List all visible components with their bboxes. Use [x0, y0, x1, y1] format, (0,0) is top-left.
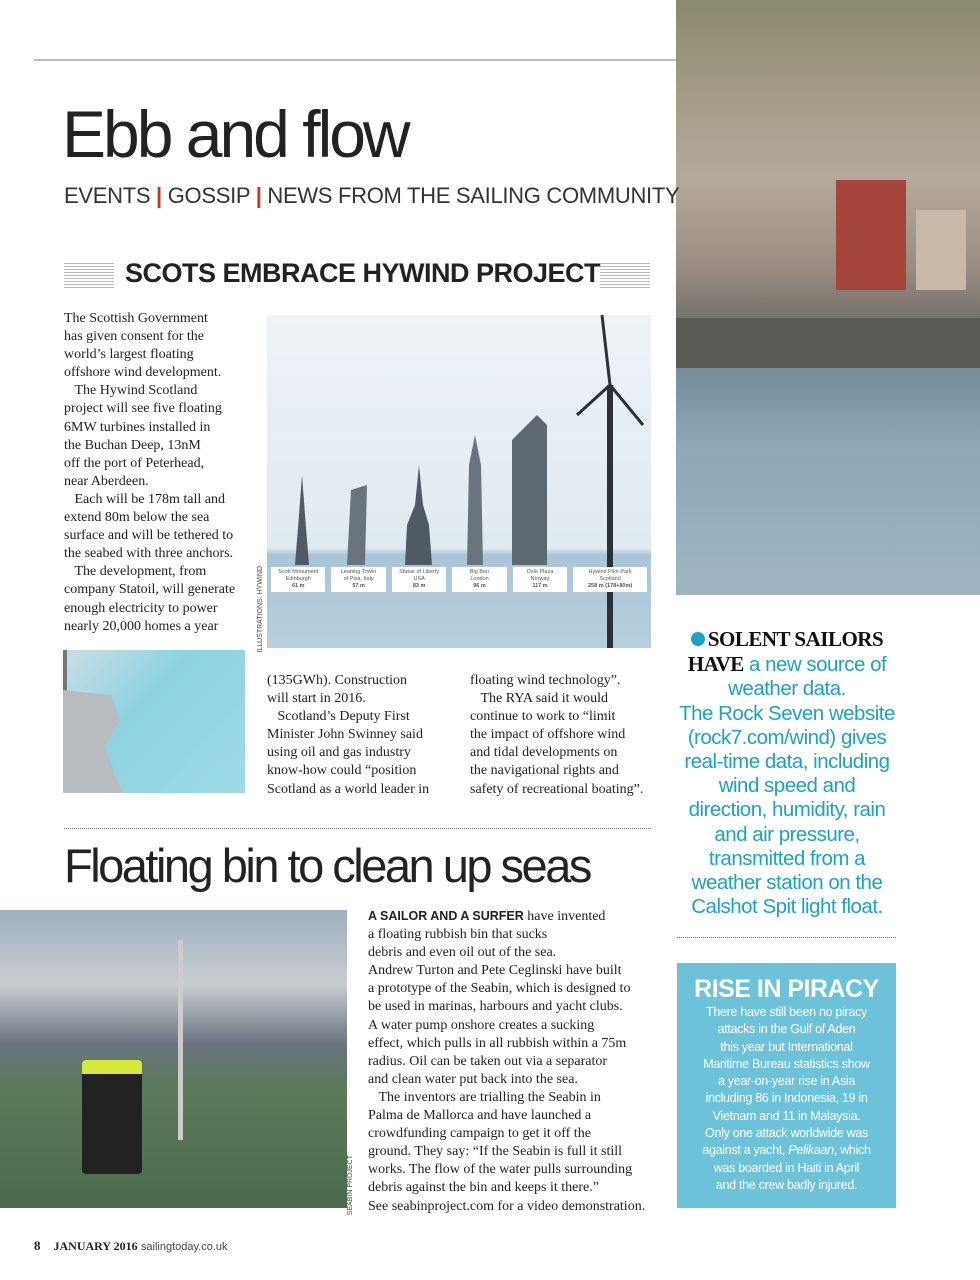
text-line: Calshot Spit light float. [691, 895, 883, 919]
text-line: using oil and gas industry [267, 745, 411, 761]
text-line: Palma de Mallorca and have launched a [368, 1108, 592, 1124]
text-line: and clean water put back into the sea. [368, 1071, 578, 1087]
text-line: (135GWh). Construction [267, 673, 407, 688]
text-line: a year-on-year rise in Asia [717, 1074, 856, 1089]
text-line: enough electricity to power [64, 600, 218, 616]
text-line: near Aberdeen. [64, 473, 149, 489]
text-line: Minister John Swinney said [267, 727, 423, 743]
text-line: Only one attack worldwide was [705, 1126, 868, 1141]
text-line: real-time data, including [684, 750, 890, 774]
heading-hatch-right [600, 262, 650, 288]
page-number: 8 [34, 1238, 41, 1253]
text-line: will start in 2016. [267, 691, 366, 707]
subtitle-gossip: GOSSIP [167, 183, 250, 208]
text-line: and air pressure, [714, 822, 860, 846]
text-line: The Rock Seven website [679, 701, 895, 725]
solent-news-brief: SOLENT SAILORS HAVE a new source of weather data. The Rock Seven website (rock7.com/wind) gives real-time data, including wind speed and direction, humidity, rain and air pressure, transmitted from a weather station on the Calshot Spit light float. [676, 627, 898, 919]
article2-heading: Floating bin to clean up seas [64, 839, 590, 892]
text-line: a prototype of the Seabin, which is designed to [368, 981, 631, 997]
divider [64, 828, 651, 829]
text-line: continue to work to “limit [470, 709, 616, 725]
illustration-credit: ILLUSTRATIONS: HYWIND [257, 566, 264, 653]
text-line: off the port of Peterhead, [64, 455, 205, 471]
text-line: world’s largest floating [64, 347, 194, 363]
text-line: transmitted from a [708, 846, 866, 870]
landmark-label: Statue of Liberty USA 83 m [392, 567, 446, 592]
seabin-photo [0, 910, 347, 1208]
text-line: debris against the bin and keeps it there.” [368, 1180, 599, 1196]
landmark-label: Oslo Plaza Norway 117 m [513, 567, 567, 592]
bullet-icon [691, 632, 705, 646]
text-line: the Buchan Deep, 13nM [64, 437, 201, 453]
text-line: be used in marinas, harbours and yacht clubs. [368, 999, 623, 1015]
subtitle-events: EVENTS [64, 183, 151, 208]
piracy-box: RISE IN PIRACY There have still been no piracy attacks in the Gulf of Aden this year but International Maritime Bureau statistics show a year-on-year rise in Asia including 86 in Indonesia, 19 in Vietnam and 11 in Malaysia. Only one attack worldwide was against a yacht, Pelikaan, which was boarded in Haiti in April and the crew badly injured. [677, 963, 896, 1208]
piracy-heading: RISE IN PIRACY [694, 975, 879, 1003]
landmark-label: Hywind Pilot Park Scotland 258 m (178+80m) [573, 567, 647, 592]
text-line: There have still been no piracy [706, 1005, 867, 1019]
text-line: floating wind technology”. [470, 673, 621, 688]
text-line: has given consent for the [64, 329, 204, 345]
harbour-photo [676, 0, 980, 595]
text-line: weather data. [728, 677, 846, 701]
article1-col2 [267, 672, 429, 799]
photo-credit: SEABIN PROJECT [347, 1155, 354, 1216]
text-line: The RYA said it would [470, 691, 609, 707]
page-title: Ebb and flow [62, 97, 408, 171]
text-line: ground. They say: “If the Seabin is full it still [368, 1144, 623, 1160]
text-line: offshore wind development. [64, 365, 222, 381]
separator: | [255, 183, 262, 208]
separator: | [156, 183, 162, 208]
text-line: Andrew Turton and Pete Ceglinski have built [368, 963, 622, 979]
website: sailingtoday.co.uk [140, 1241, 228, 1253]
text-line: the navigational rights and [470, 763, 619, 779]
divider [677, 937, 896, 938]
text-line: know-how could “position [267, 763, 417, 779]
issue-date: JANUARY 2016 [53, 1239, 138, 1253]
text-line: debris and even oil out of the sea. [368, 945, 557, 961]
text-line: Scotland as a world leader in [267, 781, 430, 797]
text-line: A water pump onshore creates a sucking [368, 1017, 595, 1033]
landmark-label: Scott Monument Edinburgh 61 m [271, 567, 325, 592]
text-line: crowdfunding campaign to get it off the [368, 1126, 591, 1142]
text-line: company Statoil, will generate [64, 582, 236, 598]
height-comparison-illustration [267, 315, 651, 648]
article-heading: SCOTS EMBRACE HYWIND PROJECT [125, 258, 601, 288]
text-line: weather station on the [691, 871, 883, 895]
text-line: wind speed and [718, 774, 856, 798]
text-line: the impact of offshore wind [470, 727, 626, 743]
top-rule [34, 59, 676, 61]
text-line: was boarded in Haiti in April [713, 1160, 860, 1175]
text-line: including 86 in Indonesia, 19 in [705, 1091, 868, 1106]
text-line: and the crew badly injured. [715, 1177, 858, 1192]
text-line: See seabinproject.com for a video demonstration. [368, 1198, 646, 1214]
text-line: Vietnam and 11 in Malaysia. [712, 1108, 861, 1123]
text-line: (rock7.com/wind) gives [687, 725, 887, 749]
text-line: nearly 20,000 homes a year [64, 618, 219, 634]
section-subtitle [64, 183, 679, 209]
text-line: Each will be 178m tall and [64, 491, 225, 507]
text-line: direction, humidity, rain [688, 798, 886, 822]
text-line: The Scottish Government [64, 311, 208, 326]
article2-body: A SAILOR AND A SURFER have invented a floating rubbish bin that sucks debris and even oil out of the sea. Andrew Turton and Pete Ceglinski have built a prototype of the Seabin, which is designed to be used in marinas, harbours and yacht clubs. A water pump onshore creates a sucking effect, which pulls in all rubbish within a 75m radius. Oil can be taken out via a separator and clean water put back into the sea. The inventors are trialling the Seabin in Palma de Mallorca and have launched a crowdfunding campaign to get it off the ground. They say: “If the Seabin is full it still works. The flow of the water pulls surrounding debris against the bin and keeps it there.” See seabinproject.com for a video demonstration. [368, 907, 645, 1216]
text-line: extend 80m below the sea [64, 510, 210, 526]
text-line: 6MW turbines installed in [64, 419, 211, 435]
text-line: radius. Oil can be taken out via a separator [368, 1053, 608, 1069]
lead-in: A SAILOR AND A SURFER [368, 909, 524, 923]
text-line: surface and will be tethered to [64, 528, 234, 544]
text-line: project will see five floating [64, 401, 222, 417]
article1-col3 [470, 672, 643, 799]
subtitle-news: NEWS FROM THE SAILING COMMUNITY [267, 183, 680, 208]
text-line: works. The flow of the water pulls surrounding [368, 1162, 633, 1178]
text-line: The inventors are trialling the Seabin in [368, 1089, 601, 1105]
text-line: the seabed with three anchors. [64, 546, 234, 562]
location-map [63, 650, 245, 793]
text-line: a floating rubbish bin that sucks [368, 927, 548, 943]
landmarks-drawing [267, 315, 651, 648]
text-line: this year but International [720, 1039, 853, 1054]
footer [34, 1238, 228, 1254]
landmark-label: Big Ben London 96 m [452, 567, 506, 592]
text-line: attacks in the Gulf of Aden [717, 1022, 856, 1037]
text-line: Scotland’s Deputy First [267, 709, 410, 725]
text-line: The Hywind Scotland [64, 383, 198, 399]
landmark-label: Leaning Tower of Pisa, Italy 57 m [331, 567, 385, 592]
piracy-text [677, 1004, 896, 1142]
text-line: and tidal developments on [470, 745, 618, 761]
text-line: The development, from [64, 564, 207, 580]
article1-col1 [64, 310, 235, 636]
text-line: Maritime Bureau statistics show [703, 1056, 870, 1071]
heading-hatch-left [64, 262, 114, 288]
text-line: effect, which pulls in all rubbish within a 75m [368, 1035, 627, 1051]
text-line: safety of recreational boating”. [470, 781, 644, 797]
